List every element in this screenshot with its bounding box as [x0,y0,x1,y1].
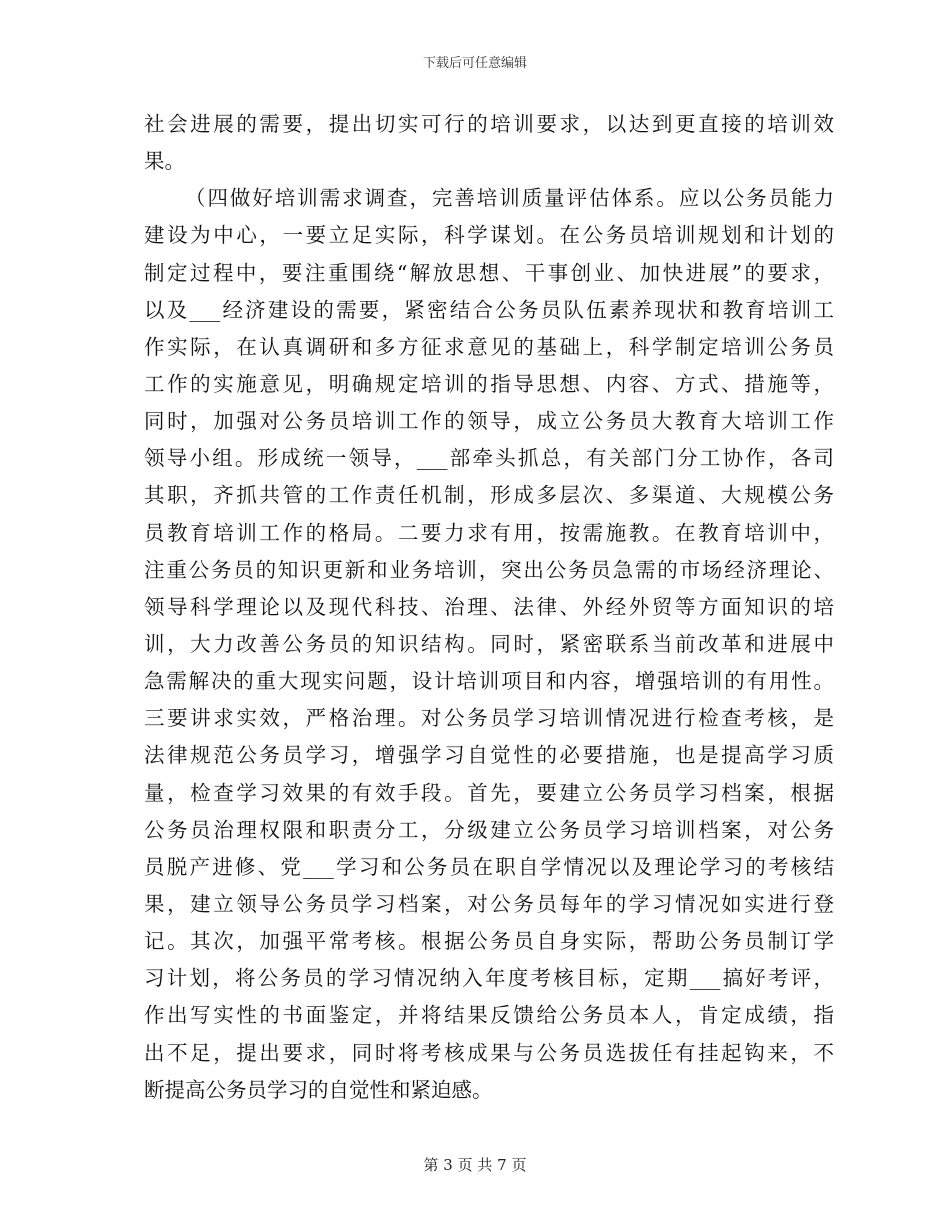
text-line: 其职，齐抓共管的工作责任机制，形成多层次、多渠道、大规模公务 [144,483,834,508]
text-line: 社会进展的需要，提出切实可行的培训要求，以达到更直接的培训效 [144,112,834,136]
text-line: 建设为中心，一要立足实际，科学谋划。在公务员培训规划和计划的 [144,223,834,248]
page-number: 第 3 页 共 7 页 [423,1156,527,1174]
text-line: 同时，加强对公务员培训工作的领导，成立公务员大教育大培训工作 [144,409,834,434]
text-line: 注重公务员的知识更新和业务培训，突出公务员急需的市场经济理论、 [144,557,834,582]
document-body [144,106,834,1109]
page-header-note: 下载后可任意编辑 [422,56,527,71]
text-line: 训，大力改善公务员的知识结构。同时，紧密联系当前改革和进展中 [144,631,834,656]
text-line: 法律规范公务员学习，增强学习自觉性的必要措施，也是提高学习质 [144,743,834,768]
text-line: 断提高公务员学习的自觉性和紧迫感。 [144,1077,493,1102]
text-line: 果。 [144,149,185,174]
text-line: 作出写实性的书面鉴定，并将结果反馈给公务员本人，肯定成绩，指 [144,1003,834,1028]
text-line: 作实际，在认真调研和多方征求意见的基础上，科学制定培训公务员 [144,334,834,359]
text-line: 领导小组。形成统一领导，___部牵头抓总，有关部门分工协作，各司 [144,446,834,471]
text-line: 果，建立领导公务员学习档案，对公务员每年的学习情况如实进行登 [144,891,834,916]
text-line: 员脱产进修、党___学习和公务员在职自学情况以及理论学习的考核结 [144,854,834,879]
text-line: 领导科学理论以及现代科技、治理、法律、外经外贸等方面知识的培 [144,594,834,619]
text-line: 习计划，将公务员的学习情况纳入年度考核目标，定期___搞好考评， [144,966,834,991]
text-line: 三要讲求实效，严格治理。对公务员学习培训情况进行检查考核，是 [144,706,834,731]
text-line: 记。其次，加强平常考核。根据公务员自身实际，帮助公务员制订学 [144,929,834,954]
text-line: 制定过程中，要注重围绕“解放思想、干事创业、加快进展”的要求， [144,260,834,285]
text-line: 急需解决的重大现实问题，设计培训项目和内容，增强培训的有用性。 [144,669,834,694]
text-line: 员教育培训工作的格局。二要力求有用，按需施教。在教育培训中， [144,520,834,545]
text-line: 量，检查学习效果的有效手段。首先，要建立公务员学习档案，根据 [144,780,834,805]
text-line: 工作的实施意见，明确规定培训的指导思想、内容、方式、措施等， [144,371,834,396]
paragraph-start-line: （四做好培训需求调查，完善培训质量评估体系。应以公务员能力 [185,186,834,211]
text-line: 公务员治理权限和职责分工，分级建立公务员学习培训档案，对公务 [144,817,834,842]
text-line: 以及___经济建设的需要，紧密结合公务员队伍素养现状和教育培训工 [144,297,834,322]
text-line: 出不足，提出要求，同时将考核成果与公务员选拔任有挂起钩来，不 [144,1040,834,1065]
